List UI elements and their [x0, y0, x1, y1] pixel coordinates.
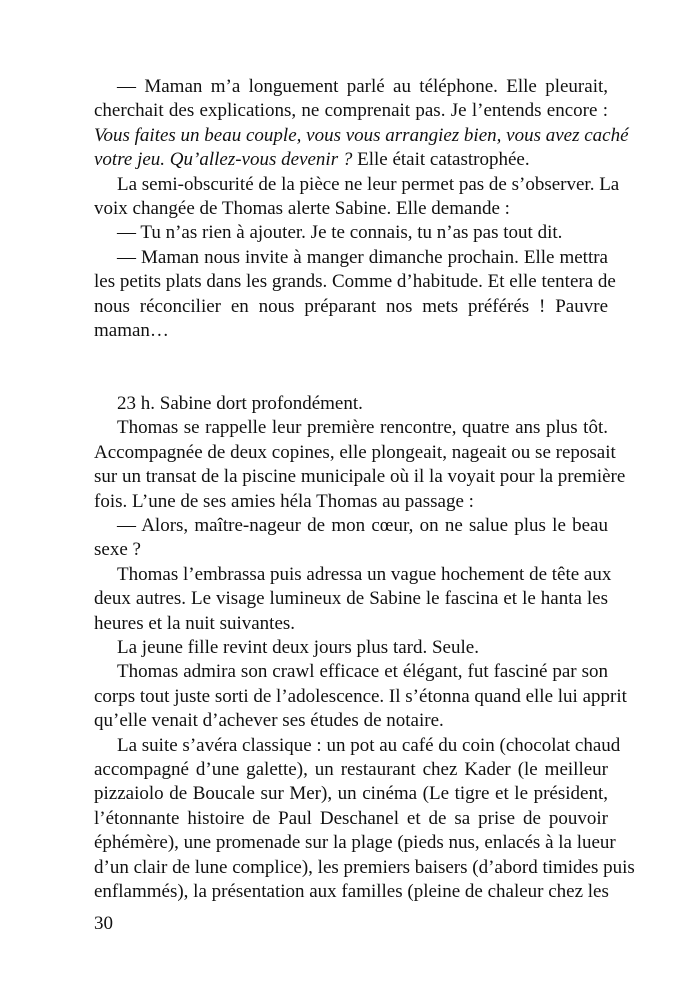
paragraph: [94, 173, 620, 222]
text-segment: Elle était catastrophée.: [352, 149, 530, 171]
text-line: [94, 173, 620, 197]
text-segment: nous réconcilier en nous préparant nos mets préférés ! Pauvre: [94, 295, 608, 317]
text-line: [94, 758, 608, 782]
text-segment: deux autres. Le visage lumineux de Sabine le fascina et le hanta les: [94, 588, 608, 610]
text-line: [94, 587, 608, 611]
text-line: [94, 709, 608, 733]
text-line: [94, 75, 608, 99]
text-segment: sur un transat de la piscine municipale où il la voyait pour la première: [94, 466, 626, 488]
text-line: [94, 514, 608, 538]
text-line: [94, 295, 608, 319]
text-segment: Thomas se rappelle leur première rencontre, quatre ans plus tôt.: [117, 417, 608, 439]
paragraph: [94, 636, 608, 660]
page-body: [94, 75, 635, 904]
paragraph: [94, 563, 612, 636]
text-line: [94, 392, 608, 416]
text-line: [94, 685, 627, 709]
text-line: [94, 197, 608, 221]
paragraph: [94, 660, 627, 733]
text-segment: — Maman m’a longuement parlé au téléphone. Elle pleurait,: [117, 76, 608, 97]
paragraph: [94, 75, 629, 173]
text-segment: heures et la nuit suivantes.: [94, 612, 296, 634]
text-line: [94, 246, 608, 270]
page-number: 30: [94, 913, 113, 934]
paragraph: [94, 221, 608, 245]
paragraph: [94, 392, 608, 416]
text-line: [94, 490, 608, 514]
text-line: [94, 441, 616, 465]
text-segment: — Maman nous invite à manger dimanche prochain. Elle mettra: [117, 246, 608, 268]
text-line: [94, 221, 608, 245]
paragraph: [94, 734, 635, 905]
text-line: [94, 660, 608, 684]
text-segment: fois. L’une de ses amies héla Thomas au passage :: [94, 490, 474, 512]
text-line: [94, 465, 626, 489]
text-segment: maman…: [94, 319, 169, 341]
text-segment: éphémère), une promenade sur la plage (pieds nus, enlacés à la lueur: [94, 832, 616, 854]
paragraph: [94, 514, 608, 563]
section-break: [94, 343, 608, 392]
text-segment: La suite s’avéra classique : un pot au café du coin (chocolat chaud: [117, 734, 621, 756]
text-segment: La semi-obscurité de la pièce ne leur permet pas de s’observer. La: [117, 173, 620, 195]
text-segment: — Alors, maître-nageur de mon cœur, on ne salue plus le beau: [117, 515, 608, 537]
paragraph: [94, 416, 626, 514]
text-line: [94, 807, 608, 831]
text-segment: 23 h. Sabine dort profondément.: [117, 393, 363, 415]
text-line: [94, 636, 608, 660]
text-segment: cherchait des explications, ne comprenait pas. Je l’entends encore :: [94, 100, 608, 122]
text-line: [94, 782, 608, 806]
text-segment: corps tout juste sorti de l’adolescence. Il s’étonna quand elle lui apprit: [94, 685, 627, 707]
text-line: [94, 270, 616, 294]
text-segment: qu’elle venait d’achever ses études de notaire.: [94, 710, 444, 732]
text-line: [94, 538, 608, 562]
text-line: [94, 124, 629, 148]
text-segment: sexe ?: [94, 539, 141, 561]
text-line: [94, 880, 608, 904]
text-segment: — Tu n’as rien à ajouter. Je te connais, tu n’as pas tout dit.: [117, 222, 563, 244]
text-line: [94, 148, 608, 172]
text-segment: pizzaiolo de Boucale sur Mer), un cinéma (Le tigre et le président,: [94, 783, 608, 805]
text-line: [94, 319, 608, 343]
italic-text: votre jeu. Qu’allez-vous devenir ?: [94, 149, 353, 171]
text-segment: d’un clair de lune complice), les premiers baisers (d’abord timides puis: [94, 856, 635, 878]
text-segment: accompagné d’une galette), un restaurant chez Kader (le meilleur: [94, 758, 608, 780]
text-line: [94, 831, 616, 855]
text-segment: enflammés), la présentation aux familles (pleine de chaleur chez les: [94, 880, 609, 902]
text-segment: voix changée de Thomas alerte Sabine. Elle demande :: [94, 197, 510, 219]
text-line: [94, 734, 621, 758]
italic-text: Vous faites un beau couple, vous vous arrangiez bien, vous avez caché: [94, 124, 629, 146]
text-segment: les petits plats dans les grands. Comme d’habitude. Et elle tentera de: [94, 271, 616, 293]
text-segment: Accompagnée de deux copines, elle plongeait, nageait ou se reposait: [94, 441, 616, 463]
text-line: [94, 612, 608, 636]
text-segment: La jeune fille revint deux jours plus tard. Seule.: [117, 637, 479, 658]
text-line: [94, 563, 612, 587]
paragraph: [94, 246, 616, 344]
text-segment: l’étonnante histoire de Paul Deschanel et de sa prise de pouvoir: [94, 807, 608, 829]
text-line: [94, 856, 635, 880]
text-line: [94, 416, 608, 440]
text-segment: Thomas l’embrassa puis adressa un vague hochement de tête aux: [117, 563, 612, 585]
text-segment: Thomas admira son crawl efficace et élégant, fut fasciné par son: [117, 661, 608, 683]
text-line: [94, 99, 608, 123]
